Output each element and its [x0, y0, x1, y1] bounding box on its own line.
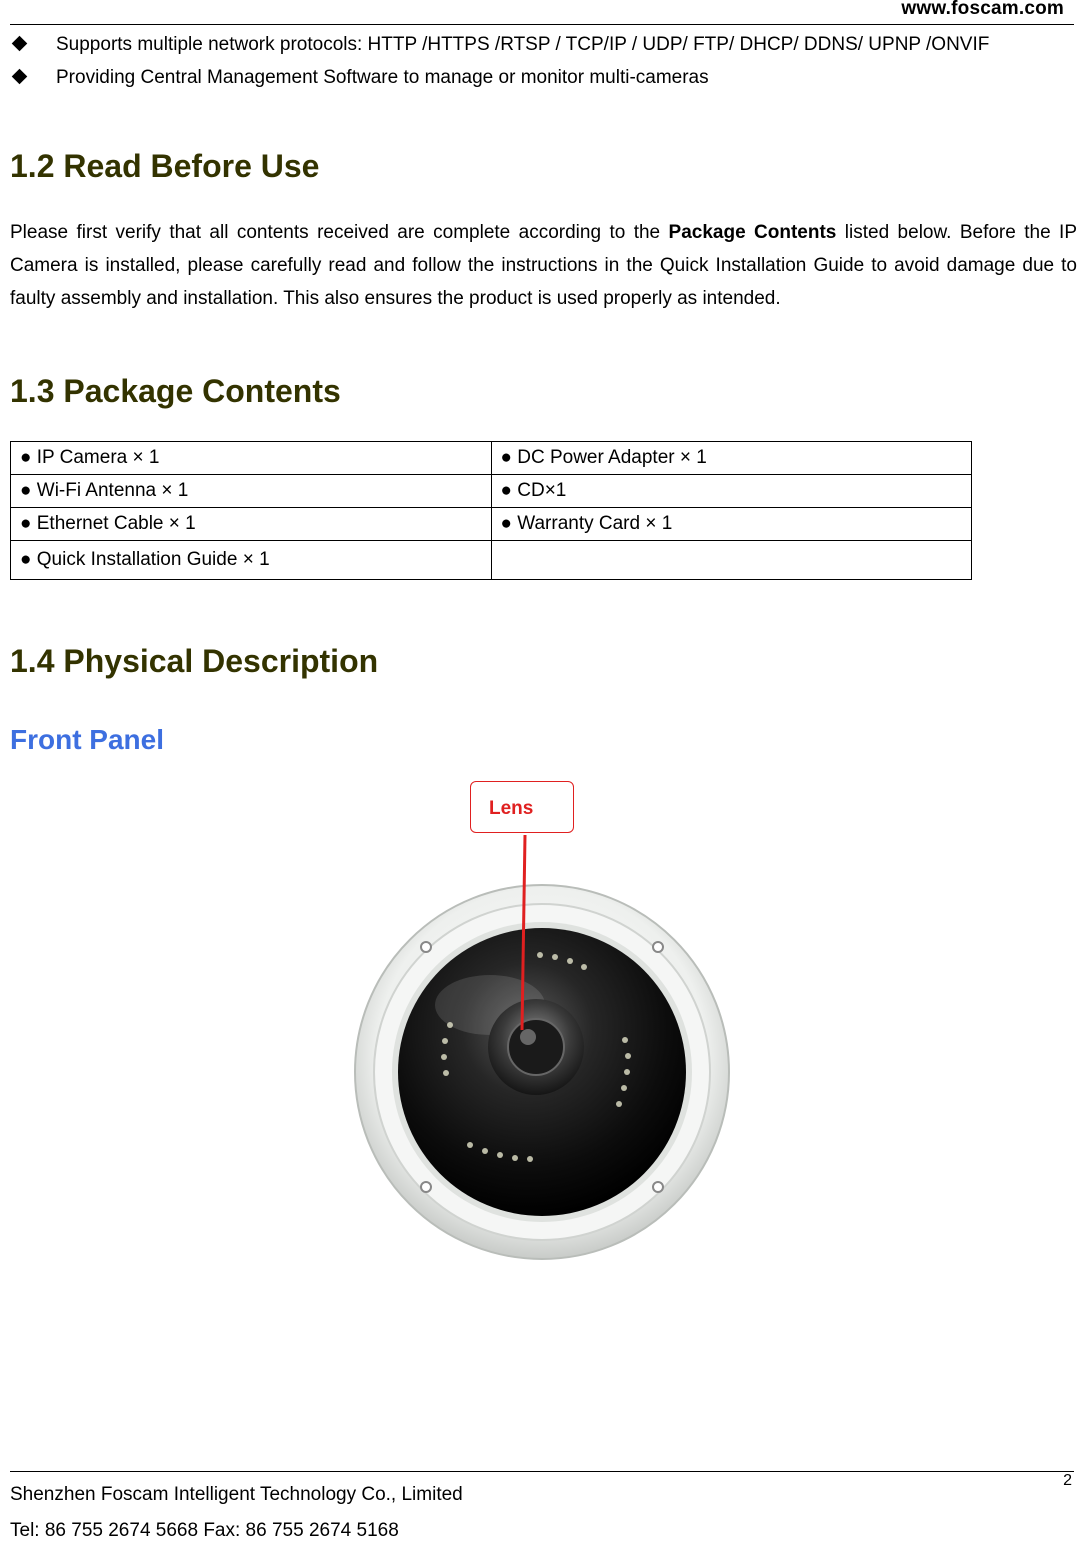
diamond-bullet-icon	[12, 69, 28, 85]
feature-item	[10, 28, 1076, 61]
lens-highlight	[520, 1029, 536, 1045]
feature-item	[10, 61, 1076, 94]
paragraph-bold-reference: Package Contents	[668, 222, 837, 243]
section-heading-read-before-use: 1.2 Read Before Use	[10, 148, 320, 184]
table-row	[11, 442, 972, 475]
table-row	[11, 541, 972, 580]
page-number: 2	[1063, 1472, 1072, 1489]
table-cell: ● Warranty Card × 1	[491, 508, 972, 541]
table-row	[11, 508, 972, 541]
footer-company: Shenzhen Foscam Intelligent Technology Co., Limited	[10, 1484, 463, 1505]
header-website: www.foscam.com	[901, 0, 1064, 19]
table-cell: ● IP Camera × 1	[11, 442, 492, 475]
header-divider	[10, 24, 1074, 25]
feature-text: Providing Central Management Software to manage or monitor multi-cameras	[56, 67, 709, 88]
table-cell: ● Wi-Fi Antenna × 1	[11, 475, 492, 508]
section-heading-physical-description: 1.4 Physical Description	[10, 643, 379, 679]
feature-text: Supports multiple network protocols: HTTP /HTTPS /RTSP / TCP/IP / UDP/ FTP/ DHCP/ DDNS/ UPNP /ONVIF	[56, 34, 990, 55]
table-cell: ● Ethernet Cable × 1	[11, 508, 492, 541]
lens-callout-label: Lens	[470, 781, 574, 833]
footer-divider	[10, 1471, 1074, 1472]
lens-glass	[508, 1019, 564, 1075]
front-panel-figure	[340, 775, 740, 1275]
read-before-use-paragraph	[10, 216, 1077, 315]
package-contents-table	[10, 441, 972, 580]
table-row	[11, 475, 972, 508]
table-cell: ● Quick Installation Guide × 1	[11, 541, 492, 580]
table-cell	[491, 541, 972, 580]
paragraph-text-start: Please first verify that all contents received are complete according to the	[10, 222, 669, 243]
front-panel-subheading: Front Panel	[10, 724, 165, 755]
feature-list	[10, 28, 1076, 94]
table-cell: ● DC Power Adapter × 1	[491, 442, 972, 475]
table-cell: ● CD×1	[491, 475, 972, 508]
section-heading-package-contents: 1.3 Package Contents	[10, 373, 341, 409]
diamond-bullet-icon	[12, 36, 28, 52]
dome-camera-image	[340, 775, 740, 1275]
paragraph-text-end: listed below. Before the IP Camera is installed, please carefully read and follow the instructions in the Quick Installation Guide to avoid damage due to faulty assembly and installation. This also ensures the product is used properly as intended.	[10, 222, 1077, 309]
footer-contact: Tel: 86 755 2674 5668 Fax: 86 755 2674 5168	[10, 1520, 399, 1541]
